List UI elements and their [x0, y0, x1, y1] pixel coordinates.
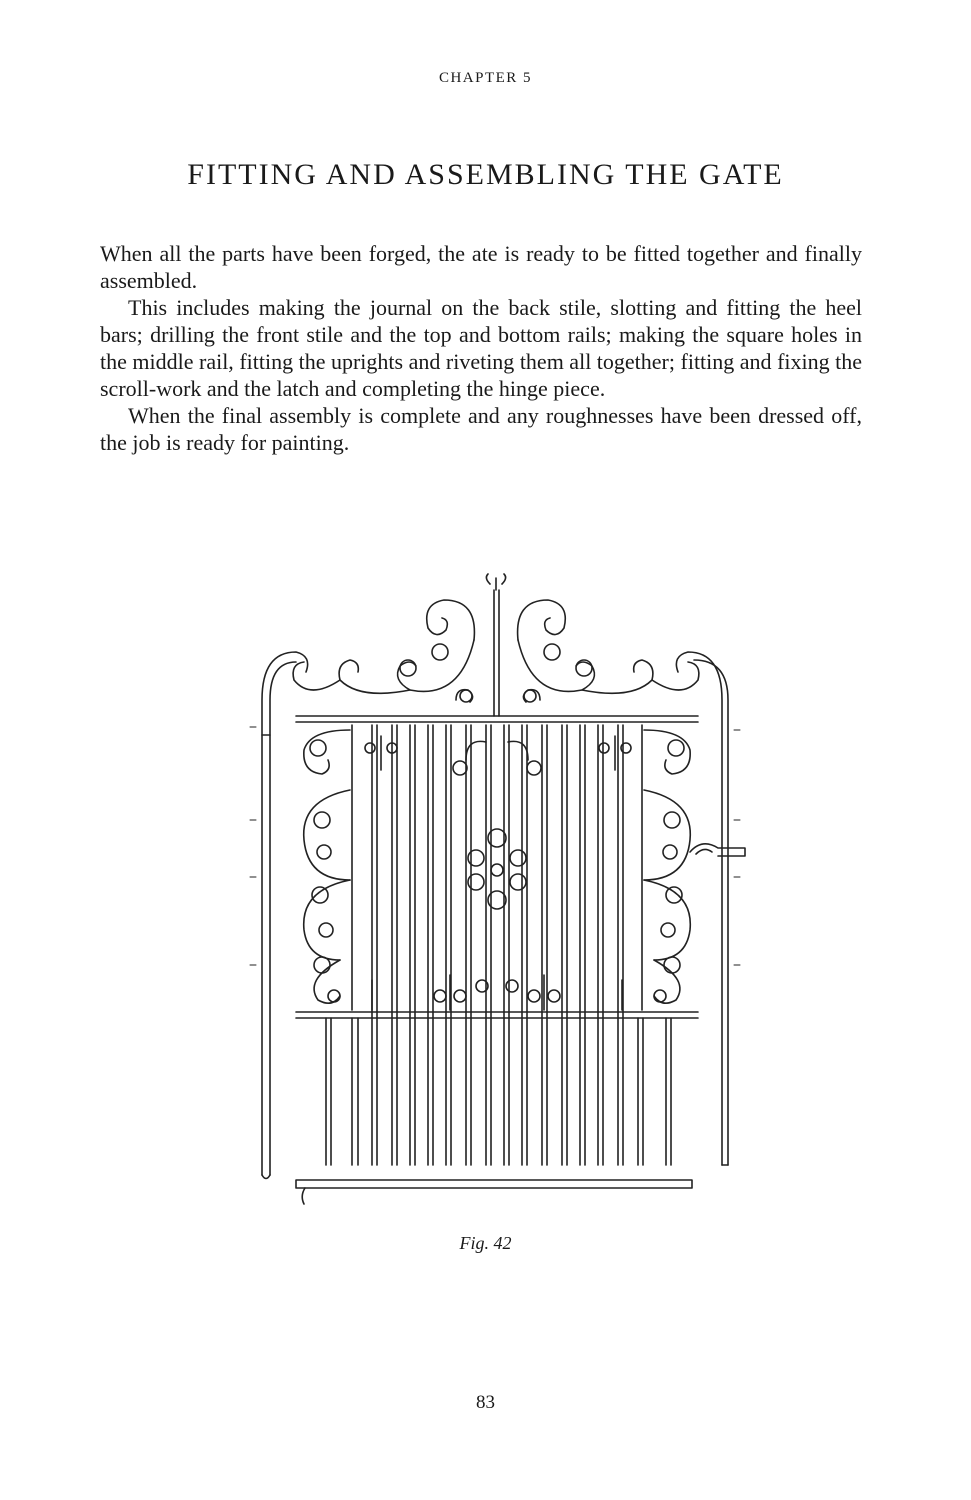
body-text	[100, 240, 862, 456]
bottom-rail	[296, 1180, 692, 1204]
upper-ornaments	[365, 736, 631, 770]
cresting-scrolls	[293, 600, 699, 702]
upright-bars	[326, 725, 671, 1165]
middle-rail	[296, 1012, 698, 1018]
page-title: FITTING AND ASSEMBLING THE GATE	[187, 158, 784, 191]
figure-caption: Fig. 42	[459, 1233, 512, 1253]
page-number: 83	[476, 1392, 495, 1413]
front-stile	[676, 652, 728, 1165]
paragraph-3: When the final assembly is complete and any roughnesses have been dressed off, the job is ready for painting.	[100, 403, 862, 455]
paragraph-2: This includes making the journal on the back stile, slotting and fitting the heel bars; drilling the front stile and the top and bottom rails; making the square holes in the middle rail, fitting the uprights and riveting them all together; fitting and fixing the scroll-work and the latch and completing the hinge piece.	[100, 295, 862, 401]
top-rail	[296, 716, 698, 722]
central-finial	[486, 574, 505, 716]
right-scroll-panel	[642, 725, 690, 1010]
left-scroll-panel	[304, 725, 352, 1010]
chapter-heading: CHAPTER 5	[438, 70, 533, 86]
lower-ornaments	[328, 975, 666, 1010]
paragraph-1: When all the parts have been forged, the ate is ready to be fitted together and finally assembled.	[100, 241, 862, 293]
back-stile	[262, 652, 308, 1179]
latch	[690, 844, 745, 856]
gate-illustration	[240, 570, 760, 1210]
